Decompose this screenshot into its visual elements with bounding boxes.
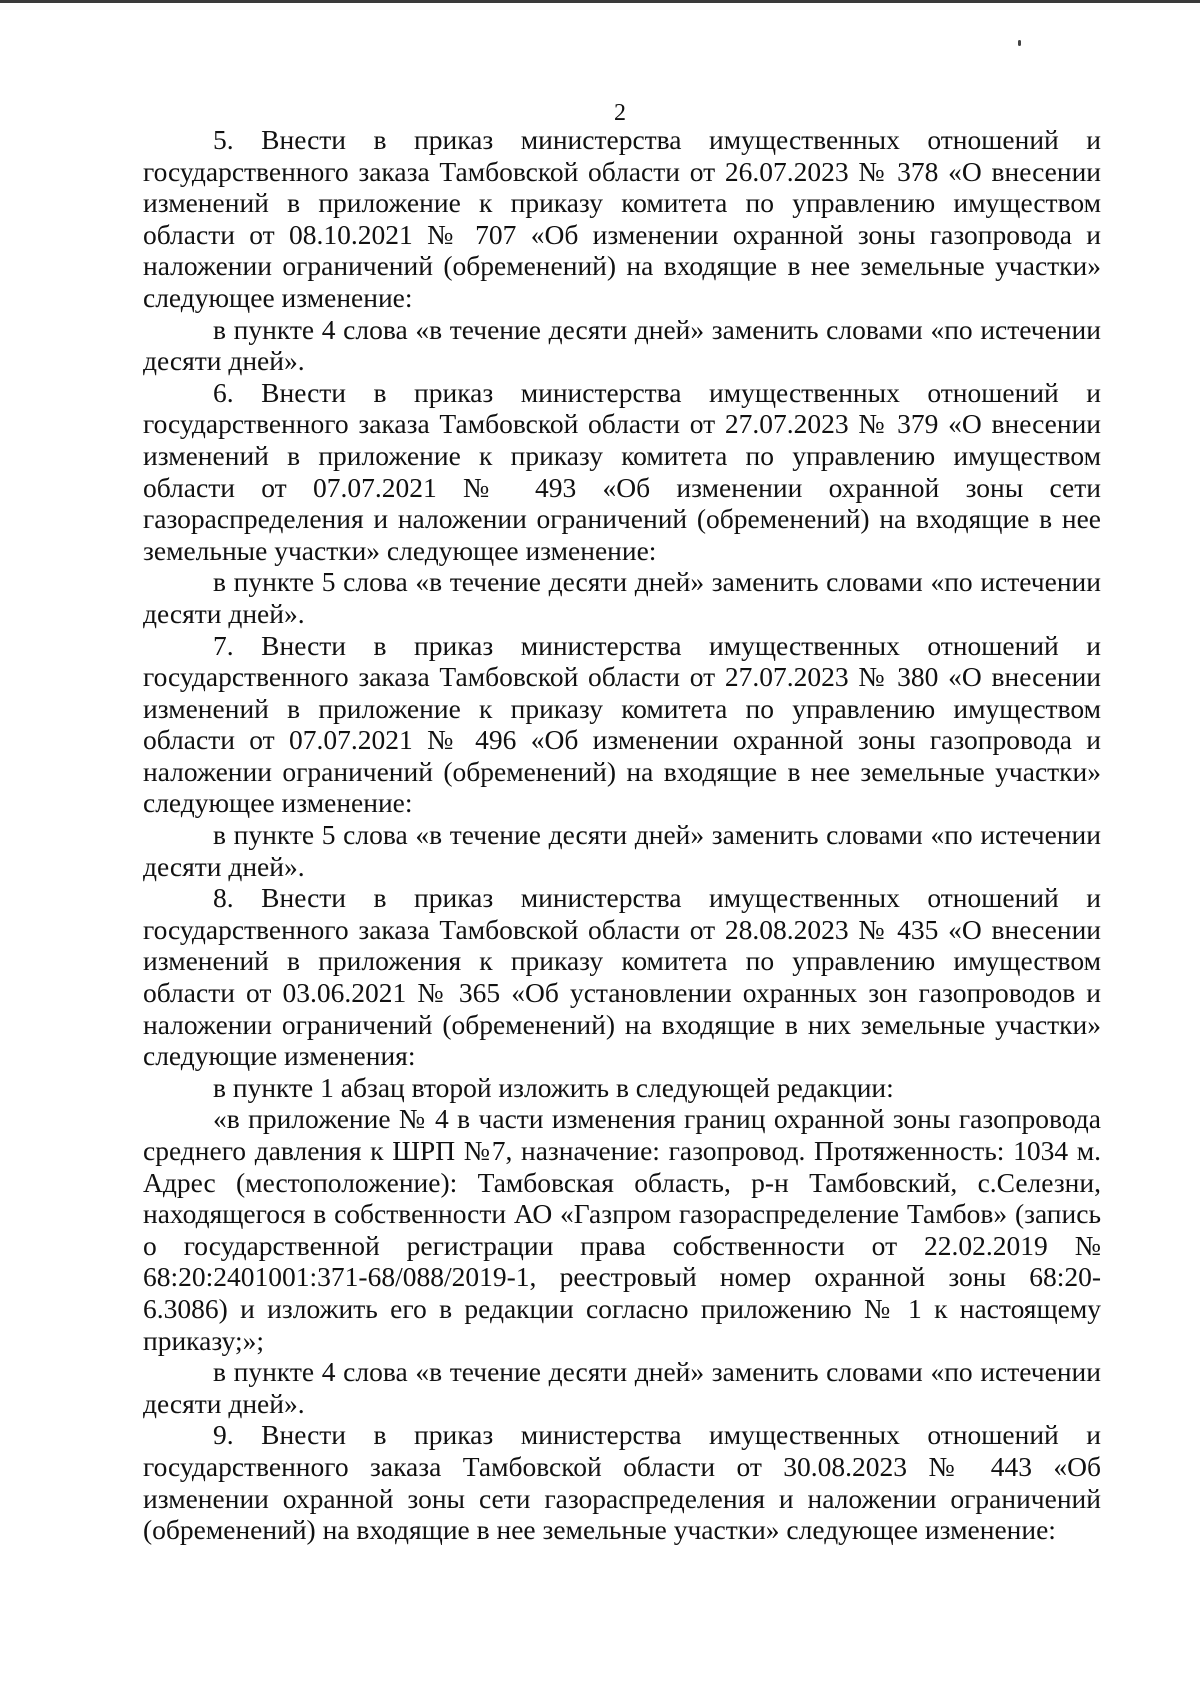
paragraph-item-5: 5. Внести в приказ министерства имущественных отношений и государственного заказа Тамбовской области от 26.07.2023 № 378 «О внесении изменений в приложение к приказу комитета по управлению имуществом области от 08.10.2021 № 707 «Об изменении охранной зоны газопровода и наложении ограничений (обременений) на входящие в нее земельные участки» следующее изменение:	[143, 124, 1101, 313]
paragraph-item-8-change-1: в пункте 1 абзац второй изложить в следующей редакции:	[213, 1071, 894, 1103]
document-body	[143, 124, 1101, 1546]
paragraph-item-9: 9. Внести в приказ министерства имущественных отношений и государственного заказа Тамбовской области от 30.08.2023 № 443 «Об изменении охранной зоны сети газораспределения и наложении ограничений (обременений) на входящие в нее земельные участки» следующее изменение:	[143, 1419, 1101, 1546]
paragraph-item-6: 6. Внести в приказ министерства имущественных отношений и государственного заказа Тамбовской области от 27.07.2023 № 379 «О внесении изменений в приложение к приказу комитета по управлению имуществом области от 07.07.2021 № 493 «Об изменении охранной зоны сети газораспределения и наложении ограничений (обременений) на входящие в нее земельные участки» следующее изменение:	[143, 376, 1101, 566]
page-number: 2	[614, 100, 626, 126]
paragraph-item-6-change: в пункте 5 слова «в течение десяти дней» заменить словами «по истечении десяти дней».	[143, 566, 1101, 629]
paragraph-item-7-change: в пункте 5 слова «в течение десяти дней» заменить словами «по истечении десяти дней».	[143, 819, 1101, 882]
scan-speck	[1018, 40, 1021, 46]
top-border-line	[0, 0, 1200, 3]
paragraph-item-8: 8. Внести в приказ министерства имущественных отношений и государственного заказа Тамбовской области от 28.08.2023 № 435 «О внесении изменений в приложения к приказу комитета по управлению имуществом области от 03.06.2021 № 365 «Об установлении охранных зон газопроводов и наложении ограничений (обременений) на входящие в них земельные участки» следующие изменения:	[143, 882, 1101, 1072]
paragraph-item-5-change: в пункте 4 слова «в течение десяти дней» заменить словами «по истечении десяти дней».	[143, 313, 1101, 377]
paragraph-item-8-quote: «в приложение № 4 в части изменения границ охранной зоны газопровода среднего давления к ШРП №7, назначение: газопровод. Протяженность: 1034 м. Адрес (местоположение): Тамбовская область, р-н Тамбовский, с.Селезни, находящегося в собственности АО «Газпром газораспределение Тамбов» (запись о государственной регистрации права собственности от 22.02.2019 № 68:20:2401001:371-68/088/2019-1, реестровый номер охранной зоны 68:20-6.3086) и изложить его в редакции согласно приложению № 1 к настоящему приказу;»;	[143, 1103, 1101, 1356]
paragraph-item-7: 7. Внести в приказ министерства имущественных отношений и государственного заказа Тамбовской области от 27.07.2023 № 380 «О внесении изменений в приложение к приказу комитета по управлению имуществом области от 07.07.2021 № 496 «Об изменении охранной зоны газопровода и наложении ограничений (обременений) на входящие в нее земельные участки» следующее изменение:	[143, 629, 1101, 819]
paragraph-item-8-change-2: в пункте 4 слова «в течение десяти дней» заменить словами «по истечении десяти дней».	[143, 1356, 1101, 1419]
